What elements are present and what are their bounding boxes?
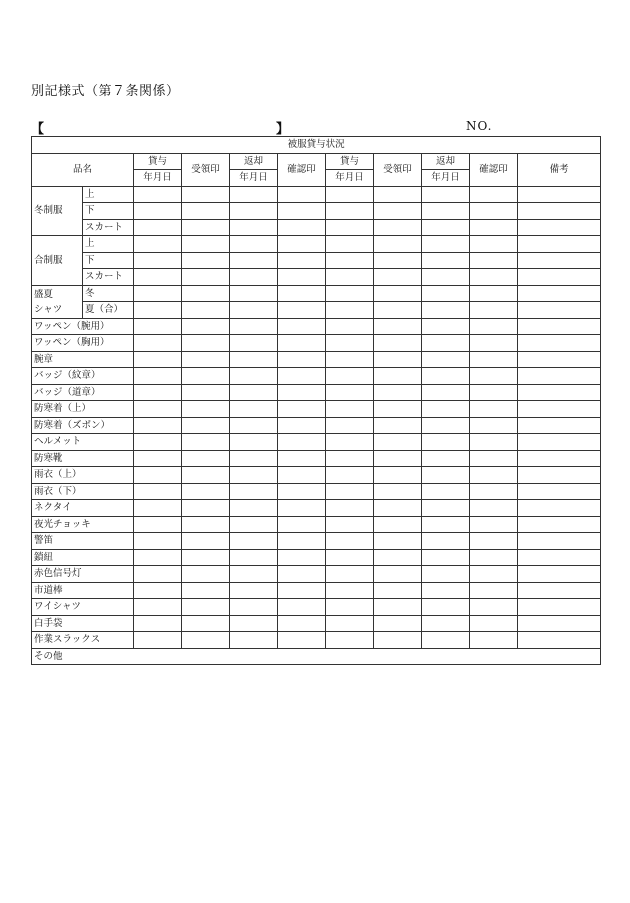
- entry-cell[interactable]: [326, 384, 374, 401]
- entry-cell[interactable]: [518, 516, 601, 533]
- entry-cell[interactable]: [470, 417, 518, 434]
- entry-cell[interactable]: [422, 566, 470, 583]
- entry-cell[interactable]: [518, 434, 601, 451]
- entry-cell[interactable]: [134, 384, 182, 401]
- entry-cell[interactable]: [326, 566, 374, 583]
- entry-cell[interactable]: [134, 549, 182, 566]
- entry-cell[interactable]: [134, 335, 182, 352]
- entry-cell[interactable]: [182, 566, 230, 583]
- entry-cell[interactable]: [182, 632, 230, 649]
- entry-cell[interactable]: [374, 434, 422, 451]
- item-name: ネクタイ: [32, 500, 134, 517]
- entry-cell[interactable]: [470, 384, 518, 401]
- entry-cell[interactable]: [134, 318, 182, 335]
- entry-cell[interactable]: [278, 417, 326, 434]
- entry-cell[interactable]: [182, 549, 230, 566]
- entry-cell[interactable]: [518, 615, 601, 632]
- entry-cell[interactable]: [374, 450, 422, 467]
- item-name: 赤色信号灯: [32, 566, 134, 583]
- entry-cell[interactable]: [278, 450, 326, 467]
- item-name: バッジ（道章）: [32, 384, 134, 401]
- sub-item: 夏（合）: [83, 302, 134, 319]
- header-item: 品名: [32, 153, 134, 186]
- item-name: 防寒靴: [32, 450, 134, 467]
- sub-item: 上: [83, 186, 134, 203]
- table-row: [32, 566, 601, 583]
- entry-cell[interactable]: [326, 351, 374, 368]
- entry-cell[interactable]: [182, 434, 230, 451]
- entry-cell[interactable]: [134, 533, 182, 550]
- table-row: [32, 236, 601, 253]
- sub-item: スカート: [83, 269, 134, 286]
- bracket-close: 】: [276, 122, 290, 137]
- entry-cell[interactable]: [422, 384, 470, 401]
- table-row: [32, 401, 601, 418]
- table-row: [32, 450, 601, 467]
- entry-cell[interactable]: [518, 566, 601, 583]
- entry-cell[interactable]: [374, 615, 422, 632]
- entry-cell[interactable]: [134, 582, 182, 599]
- item-name: ヘルメット: [32, 434, 134, 451]
- entry-cell[interactable]: [134, 516, 182, 533]
- entry-cell[interactable]: [470, 483, 518, 500]
- entry-cell[interactable]: [470, 500, 518, 517]
- entry-cell[interactable]: [374, 351, 422, 368]
- group-mid-season-uniform: 合制服: [32, 236, 83, 286]
- entry-cell[interactable]: [422, 467, 470, 484]
- entry-cell[interactable]: [278, 566, 326, 583]
- entry-cell[interactable]: [518, 483, 601, 500]
- entry-cell[interactable]: [182, 582, 230, 599]
- sub-item: 下: [83, 203, 134, 220]
- entry-cell[interactable]: [518, 533, 601, 550]
- entry-cell[interactable]: [230, 533, 278, 550]
- entry-cell[interactable]: [326, 582, 374, 599]
- entry-cell[interactable]: [230, 450, 278, 467]
- entry-cell[interactable]: [230, 483, 278, 500]
- entry-cell[interactable]: [470, 549, 518, 566]
- entry-cell[interactable]: [518, 450, 601, 467]
- header-loan: 貸与: [134, 153, 182, 170]
- entry-cell[interactable]: [230, 368, 278, 385]
- entry-cell[interactable]: [230, 467, 278, 484]
- entry-cell[interactable]: [518, 335, 601, 352]
- entry-cell[interactable]: [422, 615, 470, 632]
- table-row: [32, 219, 601, 236]
- table-row: [32, 285, 601, 302]
- entry-cell[interactable]: [134, 417, 182, 434]
- bracket-open: 【: [31, 122, 45, 137]
- entry-cell[interactable]: [326, 335, 374, 352]
- entry-cell[interactable]: [230, 434, 278, 451]
- other-row: [32, 648, 601, 665]
- sub-item: 下: [83, 252, 134, 269]
- table-row: [32, 500, 601, 517]
- entry-cell[interactable]: [230, 599, 278, 616]
- table-row: [32, 186, 601, 203]
- entry-cell[interactable]: [326, 401, 374, 418]
- header-loan-date: 年月日: [134, 170, 182, 187]
- header-receipt-seal-2: 受領印: [374, 153, 422, 186]
- item-name: ワッペン（胸用）: [32, 335, 134, 352]
- entry-cell[interactable]: [326, 516, 374, 533]
- entry-cell[interactable]: [326, 450, 374, 467]
- clothing-loan-table: [31, 136, 601, 665]
- entry-cell[interactable]: [470, 516, 518, 533]
- entry-cell[interactable]: [182, 599, 230, 616]
- entry-cell[interactable]: [278, 368, 326, 385]
- table-row: [32, 252, 601, 269]
- form-heading: 別記様式（第７条関係）: [31, 84, 180, 99]
- entry-cell[interactable]: [470, 318, 518, 335]
- entry-cell[interactable]: [422, 401, 470, 418]
- table-row: [32, 533, 601, 550]
- entry-cell[interactable]: [518, 599, 601, 616]
- entry-cell[interactable]: [134, 483, 182, 500]
- entry-cell[interactable]: [326, 533, 374, 550]
- entry-cell[interactable]: [230, 335, 278, 352]
- entry-cell[interactable]: [230, 417, 278, 434]
- entry-cell[interactable]: [374, 417, 422, 434]
- table-row: [32, 335, 601, 352]
- entry-cell[interactable]: [374, 384, 422, 401]
- item-name: 鎖紐: [32, 549, 134, 566]
- header-remarks: 備考: [518, 153, 601, 186]
- number-label: NO.: [466, 119, 493, 133]
- entry-cell[interactable]: [182, 467, 230, 484]
- table-row: [32, 632, 601, 649]
- entry-cell[interactable]: [278, 401, 326, 418]
- entry-cell[interactable]: [374, 335, 422, 352]
- entry-cell[interactable]: [230, 516, 278, 533]
- entry-cell[interactable]: [422, 500, 470, 517]
- sub-item: 冬: [83, 285, 134, 302]
- group-summer-shirt-line2: シャツ: [34, 303, 63, 315]
- entry-cell[interactable]: [374, 401, 422, 418]
- entry-cell[interactable]: [230, 384, 278, 401]
- entry-cell[interactable]: [470, 401, 518, 418]
- entry-cell[interactable]: [374, 516, 422, 533]
- entry-cell[interactable]: [470, 582, 518, 599]
- entry-cell[interactable]: [182, 384, 230, 401]
- entry-cell[interactable]: [278, 549, 326, 566]
- entry-cell[interactable]: [326, 467, 374, 484]
- item-name: 防寒着（上）: [32, 401, 134, 418]
- entry-cell[interactable]: [422, 417, 470, 434]
- item-name: 警笛: [32, 533, 134, 550]
- entry-cell[interactable]: [278, 615, 326, 632]
- entry-cell[interactable]: [422, 599, 470, 616]
- entry-cell[interactable]: [182, 417, 230, 434]
- item-name: 防寒着（ズボン）: [32, 417, 134, 434]
- table-title: 被服貸与状況: [32, 137, 601, 154]
- item-name: ワイシャツ: [32, 599, 134, 616]
- entry-cell[interactable]: [326, 500, 374, 517]
- header-return-date: 年月日: [230, 170, 278, 187]
- entry-cell[interactable]: [470, 335, 518, 352]
- entry-cell[interactable]: [182, 401, 230, 418]
- item-name: 市道棒: [32, 582, 134, 599]
- entry-cell[interactable]: [470, 566, 518, 583]
- entry-cell[interactable]: [230, 615, 278, 632]
- entry-cell[interactable]: [422, 434, 470, 451]
- entry-cell[interactable]: [278, 335, 326, 352]
- entry-cell[interactable]: [134, 632, 182, 649]
- entry-cell[interactable]: [470, 450, 518, 467]
- table-row: [32, 582, 601, 599]
- entry-cell[interactable]: [326, 615, 374, 632]
- item-name: 夜光チョッキ: [32, 516, 134, 533]
- entry-cell[interactable]: [422, 483, 470, 500]
- entry-cell[interactable]: [326, 368, 374, 385]
- entry-cell[interactable]: [278, 351, 326, 368]
- entry-cell[interactable]: [470, 434, 518, 451]
- table-row: [32, 417, 601, 434]
- entry-cell[interactable]: [374, 500, 422, 517]
- entry-cell[interactable]: [134, 434, 182, 451]
- entry-cell[interactable]: [422, 450, 470, 467]
- table-row: [32, 599, 601, 616]
- entry-cell[interactable]: [374, 566, 422, 583]
- table-row: [32, 615, 601, 632]
- table-row: [32, 351, 601, 368]
- entry-cell[interactable]: [326, 318, 374, 335]
- header-loan-2: 貸与: [326, 153, 374, 170]
- other-item[interactable]: その他: [32, 648, 601, 665]
- entry-cell[interactable]: [182, 335, 230, 352]
- entry-cell[interactable]: [230, 632, 278, 649]
- entry-cell[interactable]: [422, 318, 470, 335]
- entry-cell[interactable]: [134, 351, 182, 368]
- entry-cell[interactable]: [230, 582, 278, 599]
- entry-cell[interactable]: [278, 516, 326, 533]
- entry-cell[interactable]: [422, 533, 470, 550]
- entry-cell[interactable]: [278, 582, 326, 599]
- entry-cell[interactable]: [182, 351, 230, 368]
- table-row: [32, 467, 601, 484]
- entry-cell[interactable]: [422, 632, 470, 649]
- header-return-date-2: 年月日: [422, 170, 470, 187]
- entry-cell[interactable]: [326, 599, 374, 616]
- header-return-2: 返却: [422, 153, 470, 170]
- entry-cell[interactable]: [134, 599, 182, 616]
- entry-cell[interactable]: [182, 450, 230, 467]
- entry-cell[interactable]: [422, 516, 470, 533]
- item-name: 白手袋: [32, 615, 134, 632]
- group-winter-uniform: 冬制服: [32, 186, 83, 236]
- entry-cell[interactable]: [518, 318, 601, 335]
- entry-cell[interactable]: [182, 533, 230, 550]
- header-loan-date-2: 年月日: [326, 170, 374, 187]
- group-summer-shirt: [32, 285, 83, 318]
- entry-cell[interactable]: [470, 599, 518, 616]
- entry-cell[interactable]: [278, 384, 326, 401]
- entry-cell[interactable]: [134, 566, 182, 583]
- entry-cell[interactable]: [278, 599, 326, 616]
- entry-cell[interactable]: [422, 368, 470, 385]
- entry-cell[interactable]: [518, 467, 601, 484]
- table-row: [32, 516, 601, 533]
- entry-cell[interactable]: [374, 533, 422, 550]
- entry-cell[interactable]: [182, 516, 230, 533]
- entry-cell[interactable]: [518, 582, 601, 599]
- entry-cell[interactable]: [326, 549, 374, 566]
- table-row: [32, 483, 601, 500]
- entry-cell[interactable]: [182, 615, 230, 632]
- sub-item: 上: [83, 236, 134, 253]
- table-row: [32, 318, 601, 335]
- entry-cell[interactable]: [374, 368, 422, 385]
- entry-cell[interactable]: [278, 318, 326, 335]
- entry-cell[interactable]: [374, 632, 422, 649]
- entry-cell[interactable]: [230, 318, 278, 335]
- entry-cell[interactable]: [278, 483, 326, 500]
- entry-cell[interactable]: [134, 500, 182, 517]
- entry-cell[interactable]: [182, 500, 230, 517]
- table-row: [32, 434, 601, 451]
- header-return: 返却: [230, 153, 278, 170]
- sub-item: スカート: [83, 219, 134, 236]
- entry-cell[interactable]: [182, 368, 230, 385]
- group-summer-shirt-line1: 盛夏: [34, 288, 54, 300]
- entry-cell[interactable]: [518, 368, 601, 385]
- item-name: 雨衣（上）: [32, 467, 134, 484]
- entry-cell[interactable]: [518, 500, 601, 517]
- entry-cell[interactable]: [134, 450, 182, 467]
- entry-cell[interactable]: [374, 467, 422, 484]
- item-name: バッジ（紋章）: [32, 368, 134, 385]
- entry-cell[interactable]: [230, 566, 278, 583]
- item-name: 作業スラックス: [32, 632, 134, 649]
- table-row: [32, 368, 601, 385]
- entry-cell[interactable]: [278, 632, 326, 649]
- item-name: 腕章: [32, 351, 134, 368]
- entry-cell[interactable]: [518, 632, 601, 649]
- table-row: [32, 549, 601, 566]
- entry-cell[interactable]: [134, 615, 182, 632]
- table-row: [32, 269, 601, 286]
- entry-cell[interactable]: [374, 318, 422, 335]
- entry-cell[interactable]: [518, 549, 601, 566]
- entry-cell[interactable]: [278, 533, 326, 550]
- entry-cell[interactable]: [470, 632, 518, 649]
- entry-cell[interactable]: [134, 368, 182, 385]
- entry-cell[interactable]: [278, 467, 326, 484]
- entry-cell[interactable]: [326, 417, 374, 434]
- entry-cell[interactable]: [278, 500, 326, 517]
- entry-cell[interactable]: [230, 401, 278, 418]
- entry-cell[interactable]: [326, 632, 374, 649]
- entry-cell[interactable]: [518, 351, 601, 368]
- item-name: 雨衣（下）: [32, 483, 134, 500]
- entry-cell[interactable]: [470, 351, 518, 368]
- entry-cell[interactable]: [230, 549, 278, 566]
- entry-cell[interactable]: [374, 582, 422, 599]
- header-confirm-seal: 確認印: [278, 153, 326, 186]
- entry-cell[interactable]: [470, 368, 518, 385]
- entry-cell[interactable]: [326, 434, 374, 451]
- table-row: [32, 203, 601, 220]
- entry-cell[interactable]: [182, 483, 230, 500]
- entry-cell[interactable]: [374, 549, 422, 566]
- table-row: [32, 302, 601, 319]
- entry-cell[interactable]: [470, 615, 518, 632]
- entry-cell[interactable]: [422, 549, 470, 566]
- entry-cell[interactable]: [182, 318, 230, 335]
- entry-cell[interactable]: [470, 533, 518, 550]
- entry-cell[interactable]: [374, 483, 422, 500]
- table-row: [32, 384, 601, 401]
- entry-cell[interactable]: [278, 434, 326, 451]
- header-receipt-seal: 受領印: [182, 153, 230, 186]
- entry-cell[interactable]: [230, 500, 278, 517]
- entry-cell[interactable]: [374, 599, 422, 616]
- entry-cell[interactable]: [134, 401, 182, 418]
- entry-cell[interactable]: [422, 335, 470, 352]
- entry-cell[interactable]: [422, 582, 470, 599]
- entry-cell[interactable]: [422, 351, 470, 368]
- entry-cell[interactable]: [134, 467, 182, 484]
- entry-cell[interactable]: [518, 401, 601, 418]
- entry-cell[interactable]: [518, 417, 601, 434]
- entry-cell[interactable]: [518, 384, 601, 401]
- entry-cell[interactable]: [326, 483, 374, 500]
- entry-cell[interactable]: [230, 351, 278, 368]
- entry-cell[interactable]: [470, 467, 518, 484]
- item-name: ワッペン（腕用）: [32, 318, 134, 335]
- header-confirm-seal-2: 確認印: [470, 153, 518, 186]
